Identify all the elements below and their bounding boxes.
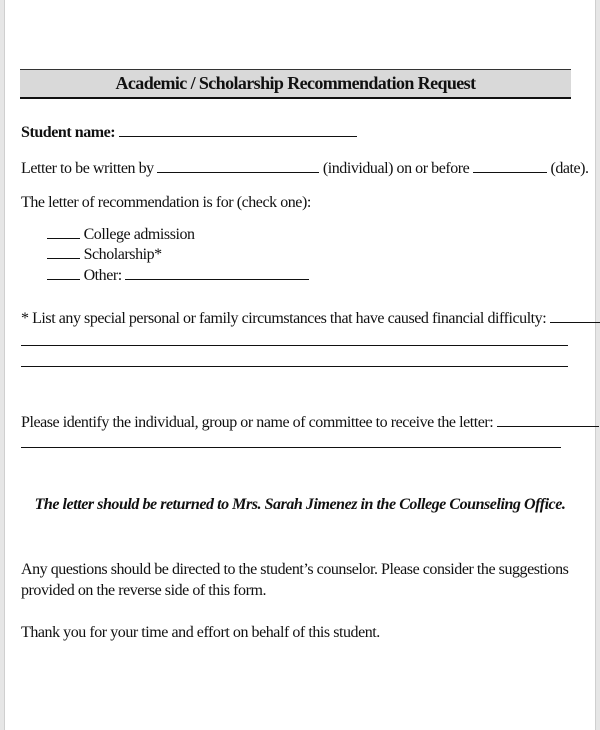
circumstances-line-3[interactable] xyxy=(21,366,568,367)
circumstances-row xyxy=(21,308,600,329)
questions-text-line-2: provided on the reverse side of this form. xyxy=(21,582,267,599)
letter-writer-row xyxy=(21,158,589,179)
circumstances-label: * List any special personal or family circumstances that have caused financial difficulty: xyxy=(21,310,547,327)
page-title: Academic / Scholarship Recommendation Request xyxy=(115,73,476,93)
recipient-row xyxy=(21,412,599,433)
thanks-text: Thank you for your time and effort on behalf of this student. xyxy=(21,624,380,641)
option-label: Scholarship* xyxy=(83,246,162,263)
deadline-date-field[interactable] xyxy=(473,158,547,173)
option-scholarship xyxy=(47,244,162,265)
recipient-label: Please identify the individual, group or name of committee to receive the letter: xyxy=(21,414,494,431)
date-label: (date). xyxy=(550,160,589,177)
scholarship-check-field[interactable] xyxy=(47,244,80,259)
college-admission-check-field[interactable] xyxy=(47,224,80,239)
option-college-admission xyxy=(47,224,195,245)
option-label: College admission xyxy=(83,226,195,243)
letter-writer-field[interactable] xyxy=(157,158,319,173)
deadline-label: (individual) on or before xyxy=(322,160,470,177)
other-specify-field[interactable] xyxy=(125,265,309,280)
student-name-row xyxy=(21,122,357,143)
questions-text-line-1: Any questions should be directed to the student’s counselor. Please consider the suggestions xyxy=(21,561,569,578)
student-name-field[interactable] xyxy=(119,122,357,137)
option-other xyxy=(47,265,309,286)
title-bar xyxy=(20,69,571,99)
circumstances-line-2[interactable] xyxy=(21,345,568,346)
option-label: Other: xyxy=(83,267,122,284)
circumstances-field[interactable] xyxy=(550,308,600,323)
letter-writer-label: Letter to be written by xyxy=(21,160,154,177)
return-note: The letter should be returned to Mrs. Sarah Jimenez in the College Counseling Office. xyxy=(34,496,566,513)
recipient-field[interactable] xyxy=(497,412,599,427)
student-name-label: Student name: xyxy=(21,124,116,141)
recipient-line-2[interactable] xyxy=(21,447,561,448)
recommendation-for-label: The letter of recommendation is for (check one): xyxy=(21,194,311,211)
other-check-field[interactable] xyxy=(47,265,80,280)
document-page xyxy=(4,0,596,730)
